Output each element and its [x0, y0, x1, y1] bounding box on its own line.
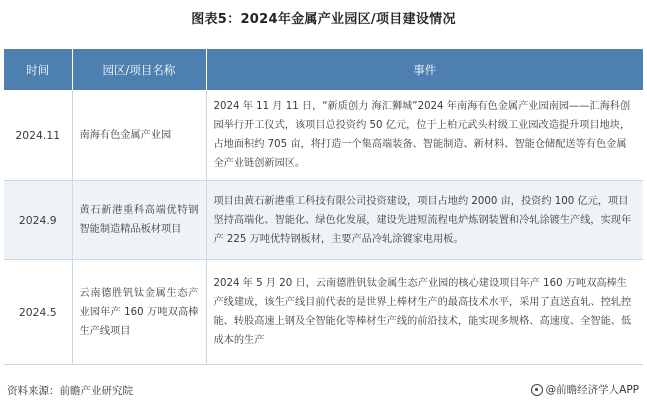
table-row — [4, 260, 643, 365]
header-event: 事件 — [206, 49, 643, 90]
page-title: 图表5：2024年金属产业园区/项目建设情况 — [191, 12, 456, 27]
project-table — [4, 49, 643, 365]
row-time: 2024.9 — [4, 181, 72, 260]
row-time: 2024.5 — [4, 260, 72, 365]
brand-credit — [531, 382, 639, 397]
row-event: 2024 年 11 月 11 日，“新质创力 海汇狮城”2024 年南海有色金属产业园南园——汇海科创园举行开工仪式，该项目总投资约 50 亿元，位于上柏元武头村级工业园改造提升项目地块，占地面积约 705 亩，将打造一个集高端装备、智能制造、新材料、智能仓储配送等有色金属全产业链创新园区。 — [206, 90, 643, 181]
row-event: 项目由黄石新港重工科技有限公司投资建设，项目占地约 2000 亩，投资约 100 亿元，项目坚持高端化、智能化、绿色化发展，建设先进短流程电炉炼钢装置和冷轧涂镀生产线，实现年产 225 万吨优特钢板材，主要产品冷轧涂镀家电用板。 — [206, 181, 643, 260]
header-project-name: 园区/项目名称 — [72, 49, 206, 90]
data-table-container — [4, 49, 643, 365]
table-row — [4, 181, 643, 260]
row-project-name: 云南德胜钒钛金属生态产业园年产 160 万吨双高棒生产线项目 — [72, 260, 206, 365]
header-time: 时间 — [4, 49, 72, 90]
row-project-name: 黄石新港重科高端优特钢智能制造精品板材项目 — [72, 181, 206, 260]
table-header-row — [4, 49, 643, 90]
brand-logo-icon — [531, 384, 543, 396]
row-project-name: 南海有色金属产业园 — [72, 90, 206, 181]
brand-text: @前瞻经济学人APP — [545, 384, 639, 396]
source-note: 资料来源：前瞻产业研究院 — [7, 385, 133, 397]
row-time: 2024.11 — [4, 90, 72, 181]
table-row — [4, 90, 643, 181]
row-event: 2024 年 5 月 20 日，云南德胜钒钛金属生态产业园的核心建设项目年产 160 万吨双高棒生产线建成，该生产线目前代表的是世界上棒材生产的最高技术水平，采用了直送直轧、控轧控能、转股高速上钢及全智能化等棒材生产线的前沿技术，能实现多规格、高速度、全智能、低成本的生产 — [206, 260, 643, 365]
